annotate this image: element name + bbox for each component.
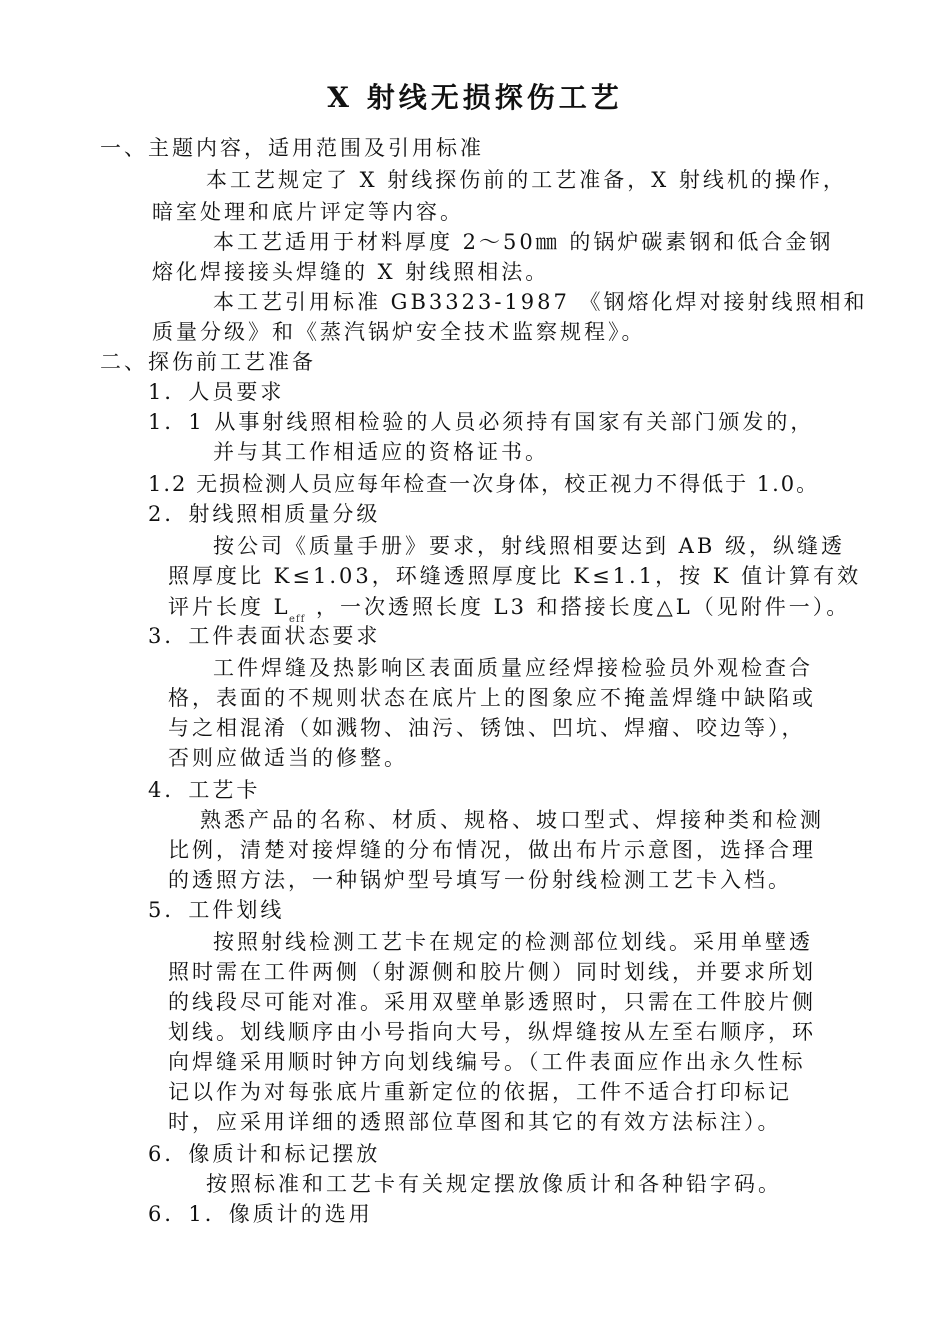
paragraph-line: 本工艺适用于材料厚度 2～50㎜ 的锅炉碳素钢和低合金钢 — [213, 230, 834, 254]
paragraph-line: 质量分级》和《蒸汽锅炉安全技术监察规程》。 — [152, 320, 646, 344]
paragraph-line: 否则应做适当的修整。 — [168, 746, 408, 770]
paragraph-line: 与之相混淆（如溅物、油污、锈蚀、凹坑、焊瘤、咬边等）， — [168, 716, 806, 740]
subsection-heading: 3．工件表面状态要求 — [148, 624, 381, 648]
subsection-heading: 2．射线照相质量分级 — [148, 502, 381, 526]
paragraph-line: 的透照方法，一种锅炉型号填写一份射线检测工艺卡入档。 — [168, 868, 792, 892]
subscript-eff: eff — [289, 614, 306, 625]
paragraph-line: ，一次透照长度 L3 和搭接长度△L（见附件一）。 — [316, 595, 851, 619]
subsection-heading: 6．1．像质计的选用 — [148, 1202, 373, 1226]
subsection-heading: 4．工艺卡 — [148, 778, 261, 802]
paragraph-line: 熔化焊接接头焊缝的 X 射线照相法。 — [152, 260, 550, 284]
paragraph-line: 格，表面的不规则状态在底片上的图象应不掩盖焊缝中缺陷或 — [168, 686, 816, 710]
paragraph-line: 1.2 无损检测人员应每年检查一次身体，校正视力不得低于 1.0。 — [148, 472, 820, 496]
paragraph-line: 比例，清楚对接焊缝的分布情况，做出布片示意图，选择合理 — [168, 838, 816, 862]
paragraph-line: 并与其工作相适应的资格证书。 — [213, 440, 549, 464]
paragraph-line: 照厚度比 K≤1.03，环缝透照厚度比 K≤1.1，按 K 值计算有效 — [168, 564, 862, 588]
subsection-heading: 5．工件划线 — [148, 898, 285, 922]
document-title: X 射线无损探伤工艺 — [327, 81, 623, 114]
subsection-heading: 1．人员要求 — [148, 380, 285, 404]
paragraph-line: 本工艺规定了 X 射线探伤前的工艺准备，X 射线机的操作， — [206, 168, 847, 192]
section-heading-1: 一、主题内容，适用范围及引用标准 — [100, 136, 484, 160]
paragraph-line: 划线。划线顺序由小号指向大号，纵焊缝按从左至右顺序，环 — [168, 1020, 816, 1044]
paragraph-line: 1．1 从事射线照相检验的人员必须持有国家有关部门颁发的， — [148, 410, 815, 434]
paragraph-line: 熟悉产品的名称、材质、规格、坡口型式、焊接种类和检测 — [200, 808, 824, 832]
paragraph-line: 暗室处理和底片评定等内容。 — [152, 200, 464, 224]
paragraph-line: 按照标准和工艺卡有关规定摆放像质计和各种铅字码。 — [206, 1172, 782, 1196]
paragraph-line: 时，应采用详细的透照部位草图和其它的有效方法标注）。 — [168, 1110, 782, 1134]
paragraph-line: 工件焊缝及热影响区表面质量应经焊接检验员外观检查合 — [213, 656, 813, 680]
subsection-heading: 6．像质计和标记摆放 — [148, 1142, 381, 1166]
paragraph-line: 向焊缝采用顺时钟方向划线编号。（工件表面应作出永久性标 — [168, 1050, 806, 1074]
paragraph-line: 按照射线检测工艺卡在规定的检测部位划线。采用单壁透 — [213, 930, 813, 954]
paragraph-line: 按公司《质量手册》要求，射线照相要达到 AB 级，纵缝透 — [213, 534, 845, 558]
paragraph-line: 记以作为对每张底片重新定位的依据，工件不适合打印标记 — [168, 1080, 792, 1104]
paragraph-line: 本工艺引用标准 GB3323-1987 《钢熔化焊对接射线照相和 — [213, 290, 868, 314]
section-heading-2: 二、探伤前工艺准备 — [100, 350, 316, 374]
paragraph-line: 评片长度 L — [168, 595, 291, 619]
paragraph-line: 的线段尽可能对准。采用双壁单影透照时，只需在工件胶片侧 — [168, 990, 816, 1014]
paragraph-line: 照时需在工件两侧（射源侧和胶片侧）同时划线，并要求所划 — [168, 960, 816, 984]
